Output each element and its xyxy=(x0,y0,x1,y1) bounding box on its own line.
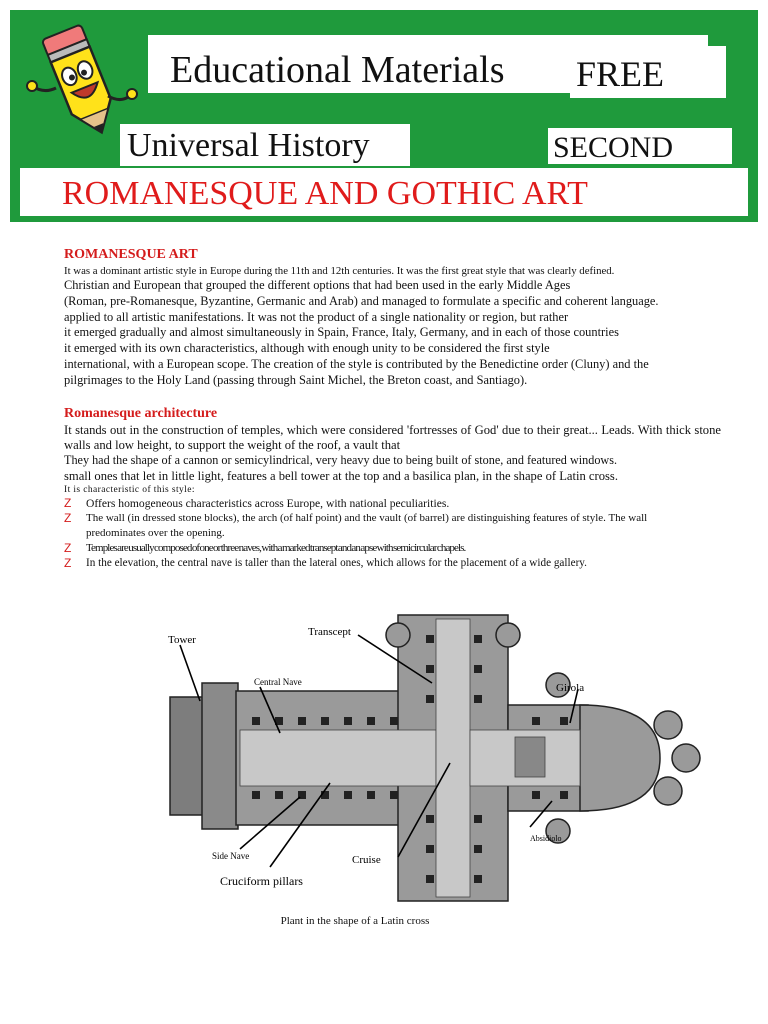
bullet-marker: Z xyxy=(64,540,71,555)
list-intro: It is characteristic of this style: xyxy=(64,484,195,495)
label-absidiolo: Absidiolo xyxy=(530,834,562,843)
label-transept: Transcept xyxy=(308,626,351,638)
free-badge: FREE xyxy=(576,54,665,94)
paragraph-line: international, with a European scope. The creation of the style is contributed by the Benedictine order (Cluny) and the xyxy=(64,356,649,371)
paragraph-line: (Roman, pre-Romanesque, Byzantine, Germanic and Arab) and managed to formulate a specific and coherent language. xyxy=(64,293,659,308)
paragraph-line: pilgrimages to the Holy Land (passing through Saint Michel, the Breton coast, and Santiago). xyxy=(64,372,528,387)
paragraph: small ones that let in little light, features a bell tower at the top and a basilica plan, in the shape of Latin cross. xyxy=(64,468,618,483)
paragraph: They had the shape of a cannon or semicylindrical, very heavy due to being built of stone, and featured windows. xyxy=(64,453,618,467)
list-item: Z Offers homogeneous characteristics across Europe, with national peculiarities. xyxy=(64,495,450,510)
paragraph-line: It was a dominant artistic style in Europe during the 11th and 12th centuries. It was the first great style that was clearly defined. xyxy=(64,265,615,277)
label-tower: Tower xyxy=(168,634,196,646)
list-item: Z In the elevation, the central nave is taller than the lateral ones, which allows for the placement of a wide gallery. xyxy=(64,555,587,570)
figure-caption: Plant in the shape of a Latin cross xyxy=(280,915,430,927)
paragraph-line: Christian and European that grouped the different options that had been used in the early Middle Ages xyxy=(64,278,571,292)
bullet-marker: Z xyxy=(64,495,72,510)
bullet-marker: Z xyxy=(64,510,72,525)
label-central-nave: Central Nave xyxy=(254,677,302,687)
subject-label: Universal History xyxy=(127,127,370,164)
grade-label: SECOND xyxy=(553,131,674,164)
label-cruciform-pillars: Cruciform pillars xyxy=(220,874,303,888)
label-cruise: Cruise xyxy=(352,854,381,866)
label-girola: Girola xyxy=(556,682,585,694)
list-item: Z The wall (in dressed stone blocks), the arch (of half point) and the vault (of barrel) are distinguishing features of style. The wall predominates over the opening. xyxy=(64,510,648,539)
latin-cross-floor-plan xyxy=(140,605,750,905)
characteristics-list xyxy=(64,496,721,571)
romanesque-art-section xyxy=(64,246,724,389)
section-heading: ROMANESQUE ART xyxy=(64,247,198,262)
paragraph-line: applied to all artistic manifestations. It was not the product of a single nationality or region, but rather xyxy=(64,309,569,324)
paragraph: It stands out in the construction of temples, which were considered 'fortresses of God' due to their great... Leads. With thick stone walls and low height, to support the weight of the roof, a vault that xyxy=(64,423,721,452)
paragraph-line: it emerged with its own characteristics, although with enough unity to be considered the first style xyxy=(64,341,550,356)
bullet-marker: Z xyxy=(64,555,72,570)
topic-title: ROMANESQUE AND GOTHIC ART xyxy=(62,175,588,212)
section-heading: Romanesque architecture xyxy=(64,406,218,421)
header-title: Educational Materials xyxy=(170,49,505,91)
paragraph-line: it emerged gradually and almost simultaneously in Spain, France, Italy, Germany, and in each of those countries xyxy=(64,325,619,340)
romanesque-architecture-section xyxy=(64,405,721,571)
label-side-nave: Side Nave xyxy=(212,851,250,861)
pencil-mascot-icon xyxy=(22,16,142,146)
list-item: Z Temples are usually composed of one or three naves, with a marked transept and an apse with semicircular chapels. xyxy=(64,540,466,555)
